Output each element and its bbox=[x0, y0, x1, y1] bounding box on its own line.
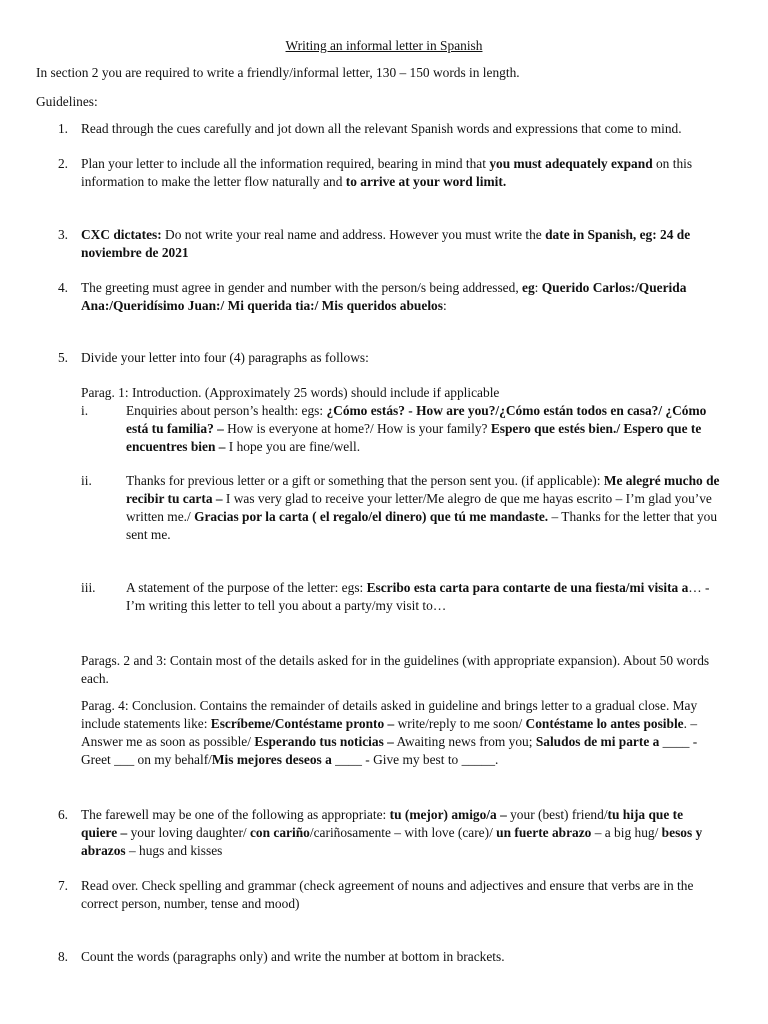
emphasis: besos y abrazos bbox=[81, 825, 703, 858]
text: Plan your letter to include all the information required, bearing in mind that bbox=[81, 156, 490, 171]
item-number: 8. bbox=[57, 949, 68, 964]
text: How is everyone at home?/ How is your family? bbox=[223, 421, 491, 436]
emphasis: you must adequately expand bbox=[489, 156, 653, 171]
emphasis: Esperando tus noticias – bbox=[254, 734, 394, 749]
guidelines-label: Guidelines: bbox=[36, 94, 98, 109]
emphasis: Escribo esta carta para contarte de una fiesta/mi visita a bbox=[366, 580, 689, 595]
text: ____ - Greet ___ on my behalf/ bbox=[81, 734, 698, 767]
emphasis: date in Spanish, eg: 24 de noviembre de 2021 bbox=[81, 227, 691, 260]
item-number: 5. bbox=[57, 350, 68, 365]
guideline-item bbox=[81, 877, 721, 913]
text: The greeting must agree in gender and number with the person/s being addressed, bbox=[81, 280, 523, 295]
item-number: 7. bbox=[57, 878, 68, 893]
text: your (best) friend/ bbox=[506, 807, 608, 822]
emphasis: Escríbeme/Contéstame pronto – bbox=[210, 716, 395, 731]
guideline-item bbox=[81, 948, 721, 966]
parag4 bbox=[81, 697, 721, 769]
text: A statement of the purpose of the letter: egs: bbox=[126, 580, 367, 595]
guideline-item bbox=[81, 155, 721, 191]
guideline-item bbox=[81, 226, 721, 262]
item-number: 3. bbox=[57, 227, 68, 242]
text: – hugs and kisses bbox=[125, 843, 223, 858]
text: – a big hug/ bbox=[591, 825, 662, 840]
item-number: 4. bbox=[57, 280, 68, 295]
text: Thanks for previous letter or a gift or something that the person sent you. (if applicable): bbox=[126, 473, 604, 488]
text: Read through the cues carefully and jot down all the relevant Spanish words and expressions that come to mind. bbox=[81, 121, 682, 136]
text: . – Answer me as soon as possible/ bbox=[81, 716, 698, 749]
emphasis: Espero que estés bien./ Espero que te encuentres bien – bbox=[126, 421, 702, 454]
text: I hope you are fine/well. bbox=[225, 439, 361, 454]
parag1-label: Parag. 1: Introduction. (Approximately 25 words) should include if applicable bbox=[81, 385, 500, 400]
emphasis: Gracias por la carta ( el regalo/el dinero) que tú me mandaste. bbox=[194, 509, 549, 524]
item-number: 2. bbox=[57, 156, 68, 171]
text: The farewell may be one of the following as appropriate: bbox=[81, 807, 390, 822]
text: – Thanks for the letter that you sent me. bbox=[126, 509, 718, 542]
text: Enquiries about person’s health: egs: bbox=[126, 403, 327, 418]
subitem bbox=[126, 579, 726, 615]
text: on this information to make the letter flow naturally and bbox=[81, 156, 693, 189]
subitem-number: iii. bbox=[81, 580, 96, 595]
subitem-number: ii. bbox=[81, 473, 92, 488]
subitem bbox=[126, 472, 726, 544]
emphasis: tu (mejor) amigo/a – bbox=[389, 807, 507, 822]
subitem bbox=[126, 402, 726, 456]
text: Do not write your real name and address. However you must write the bbox=[161, 227, 546, 242]
text: write/reply to me soon/ bbox=[394, 716, 526, 731]
page-title: Writing an informal letter in Spanish bbox=[285, 38, 483, 53]
text: Count the words (paragraphs only) and write the number at bottom in brackets. bbox=[81, 949, 505, 964]
intro-text: In section 2 you are required to write a friendly/informal letter, 130 – 150 words in length. bbox=[36, 65, 520, 80]
text: Read over. Check spelling and grammar (check agreement of nouns and adjectives and ensure that verbs are in the correct person, number, tense and mood) bbox=[81, 878, 694, 911]
text: : bbox=[442, 298, 447, 313]
emphasis: Mis mejores deseos a bbox=[211, 752, 332, 767]
emphasis: Contéstame lo antes posible bbox=[525, 716, 684, 731]
emphasis: ¿Cómo estás? - How are you?/¿Cómo están todos en casa?/ ¿Cómo está tu familia? – bbox=[126, 403, 707, 436]
text: Divide your letter into four (4) paragraphs as follows: bbox=[81, 350, 369, 365]
emphasis: con cariño bbox=[249, 825, 310, 840]
emphasis: Me alegré mucho de recibir tu carta – bbox=[126, 473, 720, 506]
text: /cariñosamente – with love (care)/ bbox=[309, 825, 497, 840]
emphasis: eg bbox=[522, 280, 535, 295]
text: ____ - Give my best to _____. bbox=[331, 752, 499, 767]
text: Parag. 4: Conclusion. Contains the remainder of details asked in guideline and brings letter to a gradual close. May include statements like: bbox=[81, 698, 698, 731]
guideline-item bbox=[81, 349, 721, 367]
emphasis: to arrive at your word limit. bbox=[345, 174, 507, 189]
emphasis: tu hija que te quiere – bbox=[81, 807, 684, 840]
emphasis: Querido Carlos:/Querida Ana:/Queridísimo Juan:/ Mi querida tia:/ Mis queridos abuelos bbox=[81, 280, 687, 313]
text: … - I’m writing this letter to tell you about a party/my visit to… bbox=[126, 580, 710, 613]
text: Awaiting news from you; bbox=[393, 734, 536, 749]
parags-2-3: Parags. 2 and 3: Contain most of the details asked for in the guidelines (with appropriate expansion). About 50 words each. bbox=[81, 653, 710, 686]
text: : bbox=[534, 280, 542, 295]
item-number: 6. bbox=[57, 807, 68, 822]
guideline-item bbox=[81, 120, 721, 138]
emphasis: CXC dictates: bbox=[81, 227, 162, 242]
guideline-item bbox=[81, 806, 721, 860]
text: your loving daughter/ bbox=[127, 825, 250, 840]
text: I was very glad to receive your letter/Me alegro de que me hayas escrito – I’m glad you’ve written me./ bbox=[126, 491, 712, 524]
emphasis: un fuerte abrazo bbox=[496, 825, 592, 840]
emphasis: Saludos de mi parte a bbox=[535, 734, 660, 749]
guideline-item bbox=[81, 279, 721, 315]
subitem-number: i. bbox=[81, 403, 89, 418]
item-number: 1. bbox=[57, 121, 68, 136]
